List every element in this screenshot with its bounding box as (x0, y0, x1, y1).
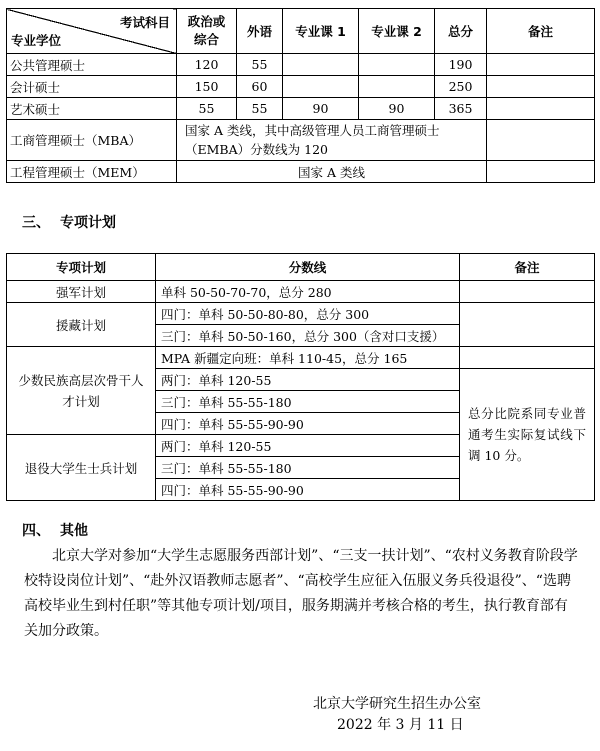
header-politics: 政治或 综合 (177, 9, 237, 54)
header-major2: 专业课 2 (359, 9, 435, 54)
header-foreign: 外语 (237, 9, 283, 54)
score-total: 190 (435, 54, 487, 76)
degree-name: 工商管理硕士（MBA） (7, 120, 177, 161)
degree-name: 会计硕士 (7, 76, 177, 98)
score-major2 (359, 76, 435, 98)
header-plan: 专项计划 (7, 254, 156, 281)
score-table-professional-degree (6, 8, 595, 183)
note-cell (487, 98, 595, 120)
header-score: 分数线 (156, 254, 460, 281)
score-politics: 150 (177, 76, 237, 98)
note-cell (487, 161, 595, 183)
table-row (7, 76, 595, 98)
degree-name: 艺术硕士 (7, 98, 177, 120)
degree-name: 工程管理硕士（MEM） (7, 161, 177, 183)
plan-name: 退役大学生士兵计划 (7, 435, 156, 501)
score-major1 (283, 76, 359, 98)
score-line: 四门：单科 55-55-90-90 (156, 479, 460, 501)
note-cell (487, 120, 595, 161)
header-degree: 专业学位 (11, 33, 62, 48)
header-note: 备注 (460, 254, 595, 281)
score-foreign: 60 (237, 76, 283, 98)
table-row (7, 161, 595, 183)
table-row (7, 54, 595, 76)
diagonal-header-cell (7, 9, 177, 54)
score-line: 四门：单科 55-55-90-90 (156, 413, 460, 435)
section-number: 三、 (22, 215, 50, 231)
note-cell (460, 303, 595, 347)
note-cell (460, 347, 595, 369)
body-paragraph: 北京大学对参加“大学生志愿服务西部计划”、“三支一扶计划”、“农村义务教育阶段学校特设岗位计划”、“赴外汉语教师志愿者”、“高校学生应征入伍服义务兵役退役”、“选聘高校毕业生到村任职”等其他专项计划/项目，服务期满并考核合格的考生，执行教育部有关加分政策。 (24, 548, 578, 639)
table-row (7, 303, 595, 325)
note-cell (460, 281, 595, 303)
score-line: 两门：单科 120-55 (156, 369, 460, 391)
section-heading-3 (22, 212, 116, 232)
score-line: 单科 50-50-70-70，总分 280 (156, 281, 460, 303)
header-total: 总分 (435, 9, 487, 54)
plan-name: 少数民族高层次骨干人才计划 (7, 347, 156, 435)
mem-score-text: 国家 A 类线 (177, 161, 487, 183)
special-plan-table (6, 253, 595, 501)
degree-name: 公共管理硕士 (7, 54, 177, 76)
note-cell (487, 76, 595, 98)
section-heading-4 (22, 520, 88, 540)
section-number: 四、 (22, 523, 50, 539)
score-major2: 90 (359, 98, 435, 120)
score-line: 三门：单科 50-50-160，总分 300（含对口支援） (156, 325, 460, 347)
score-major1: 90 (283, 98, 359, 120)
table-header-row (7, 254, 595, 281)
signature-org: 北京大学研究生招生办公室 (313, 696, 481, 712)
score-total: 365 (435, 98, 487, 120)
score-major2 (359, 54, 435, 76)
note-text: 总分比院系同专业普通考生实际复试线下调 10 分。 (460, 369, 595, 501)
score-major1 (283, 54, 359, 76)
score-politics: 120 (177, 54, 237, 76)
header-major1: 专业课 1 (283, 9, 359, 54)
score-line: 三门：单科 55-55-180 (156, 457, 460, 479)
score-line: 两门：单科 120-55 (156, 435, 460, 457)
score-politics: 55 (177, 98, 237, 120)
section-title: 其他 (60, 523, 88, 539)
note-cell (487, 54, 595, 76)
plan-name: 强军计划 (7, 281, 156, 303)
header-note: 备注 (487, 9, 595, 54)
score-foreign: 55 (237, 98, 283, 120)
score-foreign: 55 (237, 54, 283, 76)
table-row (7, 281, 595, 303)
table-row (7, 98, 595, 120)
table-row (7, 347, 595, 369)
signature-date: 2022 年 3 月 11 日 (337, 717, 464, 733)
table-header-row (7, 9, 595, 54)
score-line: 四门：单科 50-50-80-80，总分 300 (156, 303, 460, 325)
score-line: 三门：单科 55-55-180 (156, 391, 460, 413)
mba-score-text: 国家 A 类线，其中高级管理人员工商管理硕士（EMBA）分数线为 120 (177, 120, 487, 161)
score-total: 250 (435, 76, 487, 98)
table-row (7, 120, 595, 161)
plan-name: 援藏计划 (7, 303, 156, 347)
header-exam-subject: 考试科目 (119, 15, 170, 30)
section-title: 专项计划 (60, 215, 116, 231)
score-line: MPA 新疆定向班：单科 110-45，总分 165 (156, 347, 460, 369)
